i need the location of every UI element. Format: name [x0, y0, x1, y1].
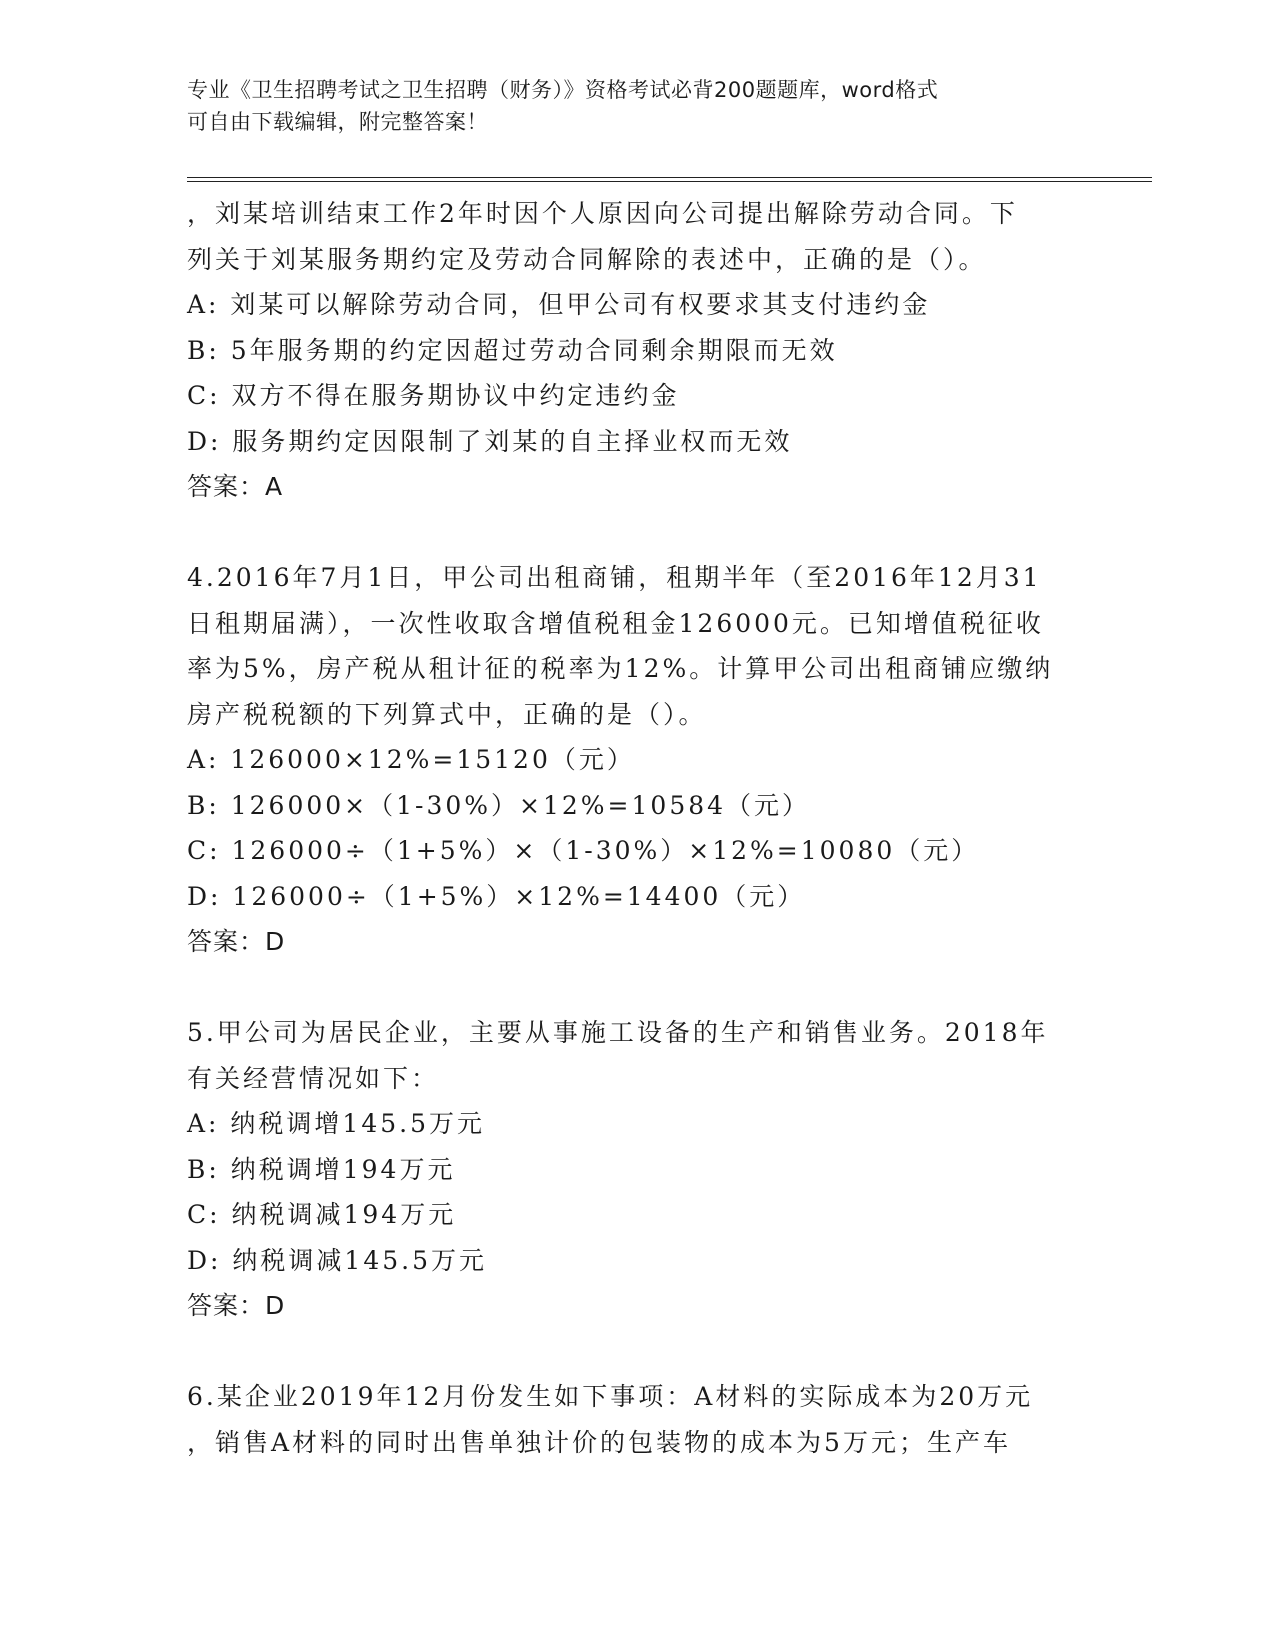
question-stem-line: 6.某企业2019年12月份发生如下事项：A材料的实际成本为20万元 [187, 1382, 1034, 1411]
option-d: D: 126000÷（1+5%）×12%=14400（元） [187, 881, 806, 911]
spacer [187, 510, 1087, 556]
spacer [187, 1329, 1087, 1375]
answer-line: 答案：A [187, 472, 284, 501]
question-4 [187, 555, 1087, 965]
option-a: A: 126000×12%=15120（元） [187, 745, 635, 774]
question-5 [187, 1010, 1087, 1329]
page-header [187, 74, 1067, 138]
question-stem-line: 4.2016年7月1日，甲公司出租商铺，租期半年（至2016年12月31 [187, 563, 1042, 592]
question-stem-line: 率为5%，房产税从租计征的税率为12%。计算甲公司出租商铺应缴纳 [187, 654, 1054, 683]
question-stem-line: ，销售A材料的同时出售单独计价的包装物的成本为5万元；生产车 [187, 1427, 1011, 1457]
question-stem-line: ，刘某培训结束工作2年时因个人原因向公司提出解除劳动合同。下 [187, 199, 1018, 228]
header-divider [187, 177, 1152, 182]
question-3 [187, 191, 1087, 510]
question-6 [187, 1374, 1087, 1465]
option-b: B: 纳税调增194万元 [187, 1154, 456, 1184]
option-d: D: 服务期约定因限制了刘某的自主择业权而无效 [187, 426, 793, 456]
question-stem-line: 列关于刘某服务期约定及劳动合同解除的表述中，正确的是（）。 [187, 244, 987, 274]
header-line-2: 可自由下载编辑，附完整答案！ [187, 110, 488, 134]
option-c: C: 双方不得在服务期协议中约定违约金 [187, 381, 680, 410]
question-stem-line: 房产税税额的下列算式中，正确的是（）。 [187, 699, 707, 729]
answer-line: 答案：D [187, 1291, 286, 1320]
question-content [187, 191, 1087, 1465]
question-stem-line: 有关经营情况如下： [187, 1063, 440, 1093]
header-line-1: 专业《卫生招聘考试之卫生招聘（财务）》资格考试必背200题题库，word格式 [187, 78, 939, 102]
question-stem-line: 5.甲公司为居民企业，主要从事施工设备的生产和销售业务。2018年 [187, 1018, 1049, 1047]
option-c: C: 126000÷（1+5%）×（1-30%）×12%=10080（元） [187, 836, 980, 865]
option-d: D: 纳税调减145.5万元 [187, 1245, 487, 1275]
spacer [187, 965, 1087, 1011]
option-b: B: 5年服务期的约定因超过劳动合同剩余期限而无效 [187, 335, 838, 365]
question-stem-line: 日租期届满），一次性收取含增值税租金126000元。已知增值税征收 [187, 608, 1044, 638]
option-a: A: 刘某可以解除劳动合同，但甲公司有权要求其支付违约金 [187, 290, 931, 319]
answer-line: 答案：D [187, 927, 286, 956]
option-a: A: 纳税调增145.5万元 [187, 1109, 485, 1138]
option-c: C: 纳税调减194万元 [187, 1200, 457, 1229]
option-b: B: 126000×（1-30%）×12%=10584（元） [187, 790, 811, 820]
